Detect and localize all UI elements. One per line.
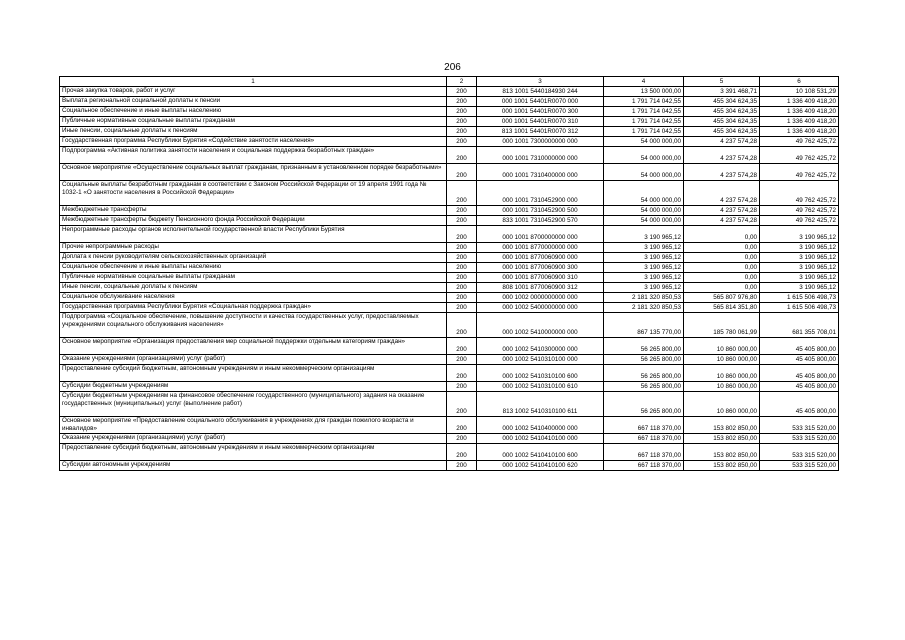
row-line-code-cell: 200 <box>447 181 477 206</box>
row-remaining-cell: 3 190 965,12 <box>760 253 839 263</box>
row-name-cell: Публичные нормативные социальные выплаты гражданам <box>60 273 447 283</box>
row-line-code-cell: 200 <box>447 417 477 434</box>
row-remaining-cell: 45 405 800,00 <box>760 365 839 382</box>
row-executed-cell: 455 304 624,35 <box>684 97 760 107</box>
row-budget-code-cell: 000 1001 54401R0070 310 <box>477 117 604 127</box>
header-row <box>60 77 839 87</box>
row-line-code-cell: 200 <box>447 434 477 444</box>
row-line-code-cell: 200 <box>447 444 477 461</box>
row-line-code-cell: 200 <box>447 226 477 243</box>
row-approved-cell: 3 190 965,12 <box>604 273 684 283</box>
row-line-code-cell: 200 <box>447 147 477 164</box>
row-budget-code-cell: 833 1001 7310452900 570 <box>477 216 604 226</box>
row-line-code-cell: 200 <box>447 164 477 181</box>
row-budget-code-cell: 813 1002 5410310100 611 <box>477 392 604 417</box>
row-line-code-cell: 200 <box>447 283 477 293</box>
row-executed-cell: 4 237 574,28 <box>684 216 760 226</box>
row-approved-cell: 1 791 714 042,55 <box>604 127 684 137</box>
table-row <box>60 107 839 117</box>
row-name-cell: Государственная программа Республики Бурятия «Социальная поддержка граждан» <box>60 303 447 313</box>
row-executed-cell: 3 391 468,71 <box>684 87 760 97</box>
row-executed-cell: 153 802 850,00 <box>684 461 760 471</box>
row-budget-code-cell: 000 1002 5400000000 000 <box>477 303 604 313</box>
row-remaining-cell: 3 190 965,12 <box>760 243 839 253</box>
row-approved-cell: 1 791 714 042,55 <box>604 97 684 107</box>
row-approved-cell: 56 265 800,00 <box>604 355 684 365</box>
table-row <box>60 117 839 127</box>
column-header-6: 6 <box>760 77 839 87</box>
row-budget-code-cell: 000 1001 7310000000 000 <box>477 147 604 164</box>
row-executed-cell: 0,00 <box>684 253 760 263</box>
row-executed-cell: 0,00 <box>684 273 760 283</box>
table-row <box>60 137 839 147</box>
row-remaining-cell: 49 762 425,72 <box>760 164 839 181</box>
row-approved-cell: 3 190 965,12 <box>604 283 684 293</box>
row-approved-cell: 2 181 320 850,53 <box>604 293 684 303</box>
row-line-code-cell: 200 <box>447 107 477 117</box>
row-budget-code-cell: 000 1002 5410410100 000 <box>477 434 604 444</box>
table-header <box>60 77 839 87</box>
row-name-cell: Основное мероприятие «Осуществление социальных выплат гражданам, признанным в установленном порядке безработными» <box>60 164 447 181</box>
table-row <box>60 293 839 303</box>
row-executed-cell: 185 780 061,99 <box>684 313 760 338</box>
column-header-1: 1 <box>60 77 447 87</box>
row-approved-cell: 667 118 370,00 <box>604 434 684 444</box>
row-name-cell: Оказание учреждениями (организациями) услуг (работ) <box>60 355 447 365</box>
row-name-cell: Публичные нормативные социальные выплаты гражданам <box>60 117 447 127</box>
table-row <box>60 97 839 107</box>
row-name-cell: Подпрограмма «Социальное обеспечение, повышение доступности и качества государственных услуг, предоставляемых учреждениями социального обслуживания населения» <box>60 313 447 338</box>
table-row <box>60 303 839 313</box>
row-line-code-cell: 200 <box>447 382 477 392</box>
table-row <box>60 164 839 181</box>
row-executed-cell: 565 814 351,80 <box>684 303 760 313</box>
table-row <box>60 313 839 338</box>
row-remaining-cell: 10 108 531,29 <box>760 87 839 97</box>
row-executed-cell: 4 237 574,28 <box>684 164 760 181</box>
row-remaining-cell: 1 615 506 498,73 <box>760 303 839 313</box>
row-remaining-cell: 45 405 800,00 <box>760 382 839 392</box>
row-executed-cell: 10 860 000,00 <box>684 355 760 365</box>
row-remaining-cell: 45 405 800,00 <box>760 338 839 355</box>
row-remaining-cell: 1 336 409 418,20 <box>760 107 839 117</box>
row-remaining-cell: 49 762 425,72 <box>760 216 839 226</box>
row-approved-cell: 3 190 965,12 <box>604 243 684 253</box>
row-executed-cell: 0,00 <box>684 283 760 293</box>
row-approved-cell: 667 118 370,00 <box>604 461 684 471</box>
row-line-code-cell: 200 <box>447 293 477 303</box>
row-name-cell: Выплата региональной социальной доплаты к пенсии <box>60 97 447 107</box>
row-executed-cell: 4 237 574,28 <box>684 147 760 164</box>
row-line-code-cell: 200 <box>447 137 477 147</box>
row-name-cell: Иные пенсии, социальные доплаты к пенсиям <box>60 127 447 137</box>
row-executed-cell: 153 802 850,00 <box>684 434 760 444</box>
row-line-code-cell: 200 <box>447 243 477 253</box>
row-remaining-cell: 681 355 708,01 <box>760 313 839 338</box>
row-name-cell: Субсидии бюджетным учреждениям на финансовое обеспечение государственного (муниципального) задания на оказание государственных (муниципальных) услуг (выполнение работ) <box>60 392 447 417</box>
row-line-code-cell: 200 <box>447 355 477 365</box>
row-approved-cell: 667 118 370,00 <box>604 444 684 461</box>
row-line-code-cell: 200 <box>447 313 477 338</box>
row-remaining-cell: 45 405 800,00 <box>760 392 839 417</box>
row-budget-code-cell: 000 1001 54401R0070 300 <box>477 107 604 117</box>
row-remaining-cell: 49 762 425,72 <box>760 137 839 147</box>
column-header-5: 5 <box>684 77 760 87</box>
row-approved-cell: 13 500 000,00 <box>604 87 684 97</box>
row-budget-code-cell: 000 1002 5410310100 000 <box>477 355 604 365</box>
row-executed-cell: 455 304 624,35 <box>684 127 760 137</box>
table-row <box>60 382 839 392</box>
table-row <box>60 243 839 253</box>
row-budget-code-cell: 813 1001 54401R0070 312 <box>477 127 604 137</box>
budget-table <box>59 76 839 471</box>
row-line-code-cell: 200 <box>447 392 477 417</box>
row-budget-code-cell: 000 1001 7300000000 000 <box>477 137 604 147</box>
row-name-cell: Предоставление субсидий бюджетным, автономным учреждениям и иным некоммерческим организациям <box>60 444 447 461</box>
row-approved-cell: 54 000 000,00 <box>604 181 684 206</box>
row-remaining-cell: 3 190 965,12 <box>760 226 839 243</box>
row-executed-cell: 455 304 624,35 <box>684 107 760 117</box>
row-name-cell: Основное мероприятие «Предоставление социального обслуживания в учреждениях для граждан пожилого возраста и инвалидов» <box>60 417 447 434</box>
row-executed-cell: 153 802 850,00 <box>684 444 760 461</box>
row-name-cell: Межбюджетные трансферты <box>60 206 447 216</box>
row-executed-cell: 10 860 000,00 <box>684 365 760 382</box>
row-approved-cell: 3 190 965,12 <box>604 253 684 263</box>
row-line-code-cell: 200 <box>447 303 477 313</box>
row-line-code-cell: 200 <box>447 365 477 382</box>
row-name-cell: Подпрограмма «Активная политика занятости населения и социальная поддержка безработных граждан» <box>60 147 447 164</box>
table-row <box>60 461 839 471</box>
row-name-cell: Субсидии автономным учреждениям <box>60 461 447 471</box>
row-line-code-cell: 200 <box>447 117 477 127</box>
table-row <box>60 392 839 417</box>
table-row <box>60 127 839 137</box>
row-budget-code-cell: 000 1002 5410310100 610 <box>477 382 604 392</box>
row-budget-code-cell: 000 1001 7310400000 000 <box>477 164 604 181</box>
row-executed-cell: 10 860 000,00 <box>684 392 760 417</box>
table-row <box>60 338 839 355</box>
row-approved-cell: 54 000 000,00 <box>604 164 684 181</box>
row-executed-cell: 4 237 574,28 <box>684 181 760 206</box>
column-header-4: 4 <box>604 77 684 87</box>
row-approved-cell: 56 265 800,00 <box>604 365 684 382</box>
row-budget-code-cell: 000 1002 5410410100 600 <box>477 444 604 461</box>
row-approved-cell: 1 791 714 042,55 <box>604 107 684 117</box>
row-name-cell: Непрограммные расходы органов исполнительной государственной власти Республики Бурятия <box>60 226 447 243</box>
row-remaining-cell: 49 762 425,72 <box>760 147 839 164</box>
row-name-cell: Социальное обеспечение и иные выплаты населению <box>60 107 447 117</box>
row-executed-cell: 0,00 <box>684 226 760 243</box>
row-budget-code-cell: 000 1001 8770060900 000 <box>477 253 604 263</box>
table-row <box>60 253 839 263</box>
table-row <box>60 273 839 283</box>
row-remaining-cell: 1 336 409 418,20 <box>760 97 839 107</box>
row-approved-cell: 56 265 800,00 <box>604 392 684 417</box>
row-line-code-cell: 200 <box>447 87 477 97</box>
row-budget-code-cell: 000 1001 8770060900 310 <box>477 273 604 283</box>
page-number: 206 <box>444 62 461 73</box>
row-remaining-cell: 1 336 409 418,20 <box>760 127 839 137</box>
row-remaining-cell: 49 762 425,72 <box>760 181 839 206</box>
table-row <box>60 263 839 273</box>
row-executed-cell: 4 237 574,28 <box>684 206 760 216</box>
row-line-code-cell: 200 <box>447 97 477 107</box>
column-header-3: 3 <box>477 77 604 87</box>
row-budget-code-cell: 000 1002 0000000000 000 <box>477 293 604 303</box>
row-name-cell: Предоставление субсидий бюджетным, автономным учреждениям и иным некоммерческим организациям <box>60 365 447 382</box>
row-budget-code-cell: 000 1001 8770060900 300 <box>477 263 604 273</box>
row-budget-code-cell: 000 1002 5410000000 000 <box>477 313 604 338</box>
row-remaining-cell: 533 315 520,00 <box>760 444 839 461</box>
row-executed-cell: 153 802 850,00 <box>684 417 760 434</box>
row-name-cell: Доплата к пенсии руководителям сельскохозяйственных организаций <box>60 253 447 263</box>
table-row <box>60 444 839 461</box>
table-row <box>60 87 839 97</box>
row-budget-code-cell: 000 1001 8700000000 000 <box>477 226 604 243</box>
table-row <box>60 181 839 206</box>
row-budget-code-cell: 000 1002 5410300000 000 <box>477 338 604 355</box>
row-remaining-cell: 533 315 520,00 <box>760 417 839 434</box>
row-executed-cell: 565 807 976,80 <box>684 293 760 303</box>
row-budget-code-cell: 000 1002 5410400000 000 <box>477 417 604 434</box>
row-budget-code-cell: 000 1001 7310452900 500 <box>477 206 604 216</box>
row-remaining-cell: 533 315 520,00 <box>760 461 839 471</box>
row-line-code-cell: 200 <box>447 127 477 137</box>
row-approved-cell: 3 190 965,12 <box>604 226 684 243</box>
row-approved-cell: 54 000 000,00 <box>604 206 684 216</box>
row-approved-cell: 3 190 965,12 <box>604 263 684 273</box>
row-line-code-cell: 200 <box>447 461 477 471</box>
row-remaining-cell: 49 762 425,72 <box>760 206 839 216</box>
table-body <box>60 87 839 471</box>
row-name-cell: Иные пенсии, социальные доплаты к пенсиям <box>60 283 447 293</box>
row-line-code-cell: 200 <box>447 273 477 283</box>
row-name-cell: Прочие непрограммные расходы <box>60 243 447 253</box>
table-row <box>60 417 839 434</box>
row-executed-cell: 4 237 574,28 <box>684 137 760 147</box>
row-budget-code-cell: 000 1002 5410410100 620 <box>477 461 604 471</box>
row-approved-cell: 867 135 770,00 <box>604 313 684 338</box>
row-approved-cell: 1 791 714 042,55 <box>604 117 684 127</box>
row-remaining-cell: 3 190 965,12 <box>760 283 839 293</box>
row-budget-code-cell: 000 1001 54401R0070 000 <box>477 97 604 107</box>
row-approved-cell: 54 000 000,00 <box>604 137 684 147</box>
table-row <box>60 434 839 444</box>
row-line-code-cell: 200 <box>447 253 477 263</box>
table-row <box>60 206 839 216</box>
row-name-cell: Социальное обслуживание населения <box>60 293 447 303</box>
row-remaining-cell: 3 190 965,12 <box>760 263 839 273</box>
row-line-code-cell: 200 <box>447 263 477 273</box>
row-budget-code-cell: 000 1001 7310452900 000 <box>477 181 604 206</box>
table-row <box>60 283 839 293</box>
row-approved-cell: 56 265 800,00 <box>604 382 684 392</box>
row-name-cell: Социальное обеспечение и иные выплаты населению <box>60 263 447 273</box>
row-line-code-cell: 200 <box>447 338 477 355</box>
row-line-code-cell: 200 <box>447 206 477 216</box>
row-name-cell: Субсидии бюджетным учреждениям <box>60 382 447 392</box>
row-approved-cell: 54 000 000,00 <box>604 216 684 226</box>
row-name-cell: Прочая закупка товаров, работ и услуг <box>60 87 447 97</box>
row-remaining-cell: 1 336 409 418,20 <box>760 117 839 127</box>
row-line-code-cell: 200 <box>447 216 477 226</box>
row-remaining-cell: 45 405 800,00 <box>760 355 839 365</box>
row-approved-cell: 2 181 320 850,53 <box>604 303 684 313</box>
table-row <box>60 365 839 382</box>
row-budget-code-cell: 000 1001 8770000000 000 <box>477 243 604 253</box>
row-budget-code-cell: 813 1001 5440184930 244 <box>477 87 604 97</box>
row-remaining-cell: 3 190 965,12 <box>760 273 839 283</box>
row-executed-cell: 10 860 000,00 <box>684 338 760 355</box>
row-budget-code-cell: 808 1001 8770060900 312 <box>477 283 604 293</box>
row-executed-cell: 10 860 000,00 <box>684 382 760 392</box>
row-name-cell: Основное мероприятие «Организация предоставления мер социальной поддержки отдельным категориям граждан» <box>60 338 447 355</box>
row-name-cell: Межбюджетные трансферты бюджету Пенсионного фонда Российской Федерации <box>60 216 447 226</box>
table-row <box>60 226 839 243</box>
row-budget-code-cell: 000 1002 5410310100 600 <box>477 365 604 382</box>
row-remaining-cell: 1 615 506 498,73 <box>760 293 839 303</box>
row-name-cell: Социальные выплаты безработным гражданам в соответствии с Законом Российской Федерации от 19 апреля 1991 года № 1032-1 «О занятости населения в Российской Федерации» <box>60 181 447 206</box>
table-row <box>60 216 839 226</box>
row-approved-cell: 667 118 370,00 <box>604 417 684 434</box>
column-header-2: 2 <box>447 77 477 87</box>
row-executed-cell: 0,00 <box>684 263 760 273</box>
row-name-cell: Оказание учреждениями (организациями) услуг (работ) <box>60 434 447 444</box>
row-approved-cell: 56 265 800,00 <box>604 338 684 355</box>
row-approved-cell: 54 000 000,00 <box>604 147 684 164</box>
row-executed-cell: 0,00 <box>684 243 760 253</box>
row-remaining-cell: 533 315 520,00 <box>760 434 839 444</box>
table-row <box>60 147 839 164</box>
row-name-cell: Государственная программа Республики Бурятия «Содействие занятости населения» <box>60 137 447 147</box>
row-executed-cell: 455 304 624,35 <box>684 117 760 127</box>
table-row <box>60 355 839 365</box>
